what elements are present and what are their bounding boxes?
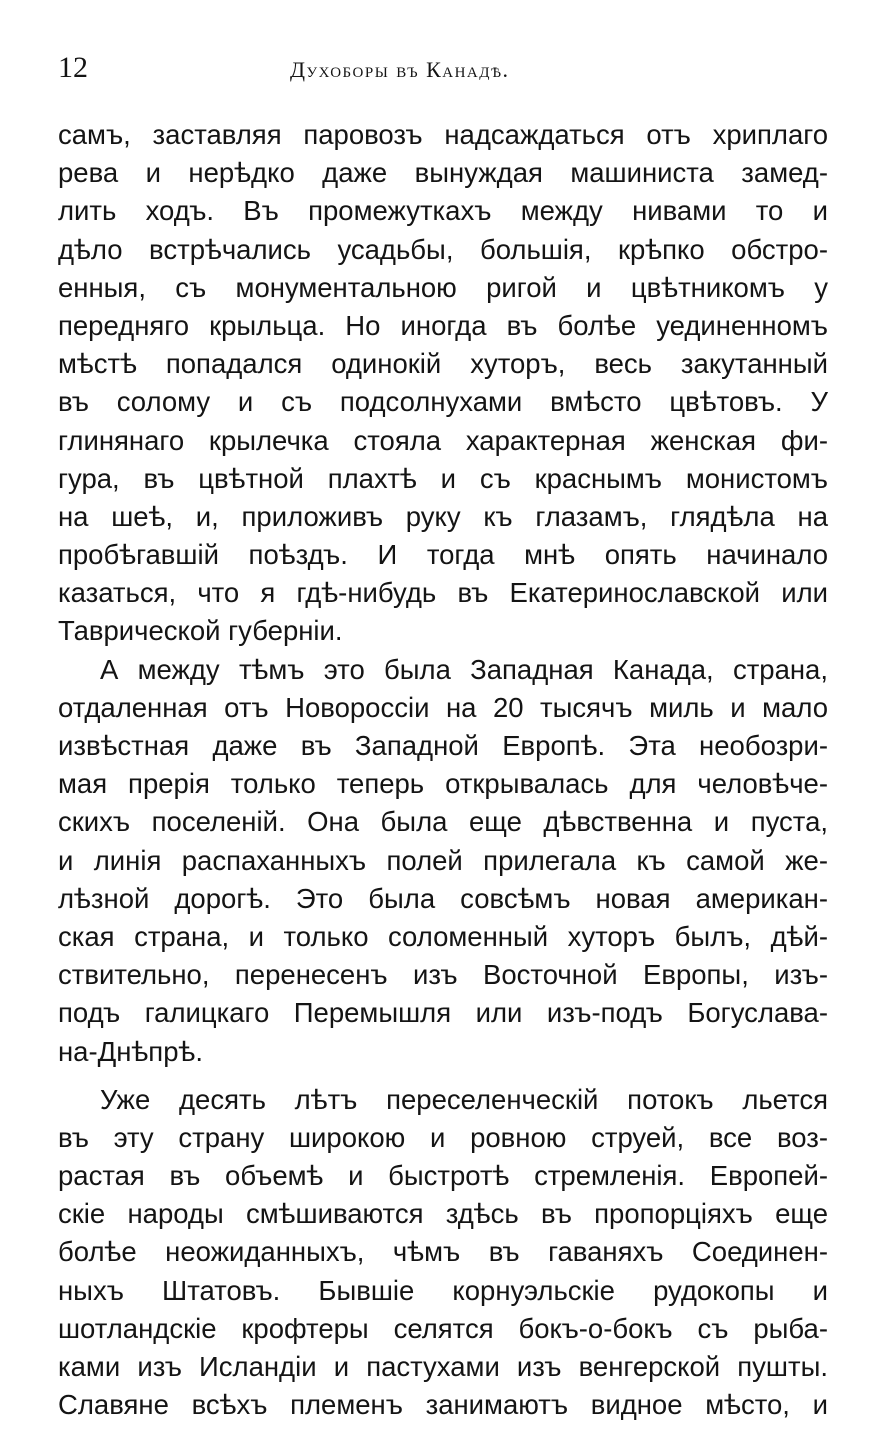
text-line: въ солому и съ подсолнухами вмѣсто цвѣтовъ. У bbox=[58, 386, 828, 418]
paragraph-gap bbox=[58, 1071, 828, 1081]
text-line: дѣло встрѣчались усадьбы, большія, крѣпко обстро- bbox=[58, 233, 828, 265]
text-line: ская страна, и только соломенный хуторъ былъ, дѣй- bbox=[58, 920, 828, 952]
running-title: Духоборы въ Канадѣ. bbox=[290, 57, 510, 82]
text-line: болѣе неожиданныхъ, чѣмъ въ гаваняхъ Соединен- bbox=[58, 1236, 828, 1268]
text-line: на-Днѣпрѣ. bbox=[58, 1035, 203, 1067]
text-line: лить ходъ. Въ промежуткахъ между нивами то и bbox=[58, 195, 828, 227]
text-line: шотландскіе крофтеры селятся бокъ-о-бокъ съ рыба- bbox=[58, 1312, 828, 1344]
text-line: самъ, заставляя паровозъ надсаждаться отъ хриплаго bbox=[58, 119, 828, 150]
page-number: 12 bbox=[58, 51, 88, 84]
text-line: передняго крыльца. Но иногда въ болѣе уединенномъ bbox=[58, 309, 828, 341]
text-line: скихъ поселеній. Она была еще дѣвственна и пуста, bbox=[58, 806, 828, 838]
text-line: и линія распаханныхъ полей прилегала къ самой же- bbox=[58, 844, 828, 876]
body-text bbox=[58, 116, 828, 1424]
paragraph bbox=[58, 116, 828, 651]
text-line: Славяне всѣхъ племенъ занимаютъ видное мѣсто, и bbox=[58, 1389, 828, 1421]
text-line: мѣстѣ попадался одинокій хуторъ, весь закутанный bbox=[58, 348, 828, 380]
text-line: извѣстная даже въ Западной Европѣ. Эта необозри- bbox=[58, 730, 828, 761]
paragraph bbox=[58, 651, 828, 1071]
text-line: А между тѣмъ это была Западная Канада, страна, bbox=[100, 653, 828, 685]
text-line: пробѣгавшій поѣздъ. И тогда мнѣ опять начинало bbox=[58, 539, 828, 571]
page-header bbox=[58, 48, 828, 88]
text-line: казаться, что я гдѣ-нибудь въ Екатеринославской или bbox=[58, 577, 828, 609]
text-line: глинянаго крылечка стояла характерная женская фи- bbox=[58, 424, 828, 456]
text-line: енныя, съ монументальною ригой и цвѣтникомъ у bbox=[58, 271, 828, 303]
text-line: рева и нерѣдко даже вынуждая машиниста замед- bbox=[58, 157, 828, 189]
text-line: лѣзной дорогѣ. Это была совсѣмъ новая американ- bbox=[58, 882, 828, 914]
paragraph bbox=[58, 1081, 828, 1425]
text-line: мая прерія только теперь открывалась для человѣче- bbox=[58, 768, 828, 800]
text-line: Уже десять лѣтъ переселенческій потокъ льется bbox=[100, 1083, 828, 1115]
text-line: ныхъ Штатовъ. Бывшіе корнуэльскіе рудокопы и bbox=[58, 1274, 828, 1306]
text-line: подъ галицкаго Перемышля или изъ-подъ Богуслава- bbox=[58, 997, 828, 1029]
text-line: Таврической губерніи. bbox=[58, 615, 343, 647]
text-line: на шеѣ, и, приложивъ руку къ глазамъ, глядѣла на bbox=[58, 500, 828, 532]
text-line: ствительно, перенесенъ изъ Восточной Европы, изъ- bbox=[58, 959, 828, 991]
text-line: ками изъ Исландіи и пастухами изъ венгерской пушты. bbox=[58, 1351, 828, 1382]
text-line: гура, въ цвѣтной плахтѣ и съ краснымъ монистомъ bbox=[58, 462, 828, 494]
text-line: отдаленная отъ Новороссіи на 20 тысячъ миль и мало bbox=[58, 691, 828, 723]
text-line: растая въ объемѣ и быстротѣ стремленія. Европей- bbox=[58, 1160, 828, 1192]
text-line: въ эту страну широкою и ровною струей, все воз- bbox=[58, 1121, 828, 1153]
text-line: скіе народы смѣшиваются здѣсь въ пропорціяхъ еще bbox=[58, 1198, 828, 1230]
